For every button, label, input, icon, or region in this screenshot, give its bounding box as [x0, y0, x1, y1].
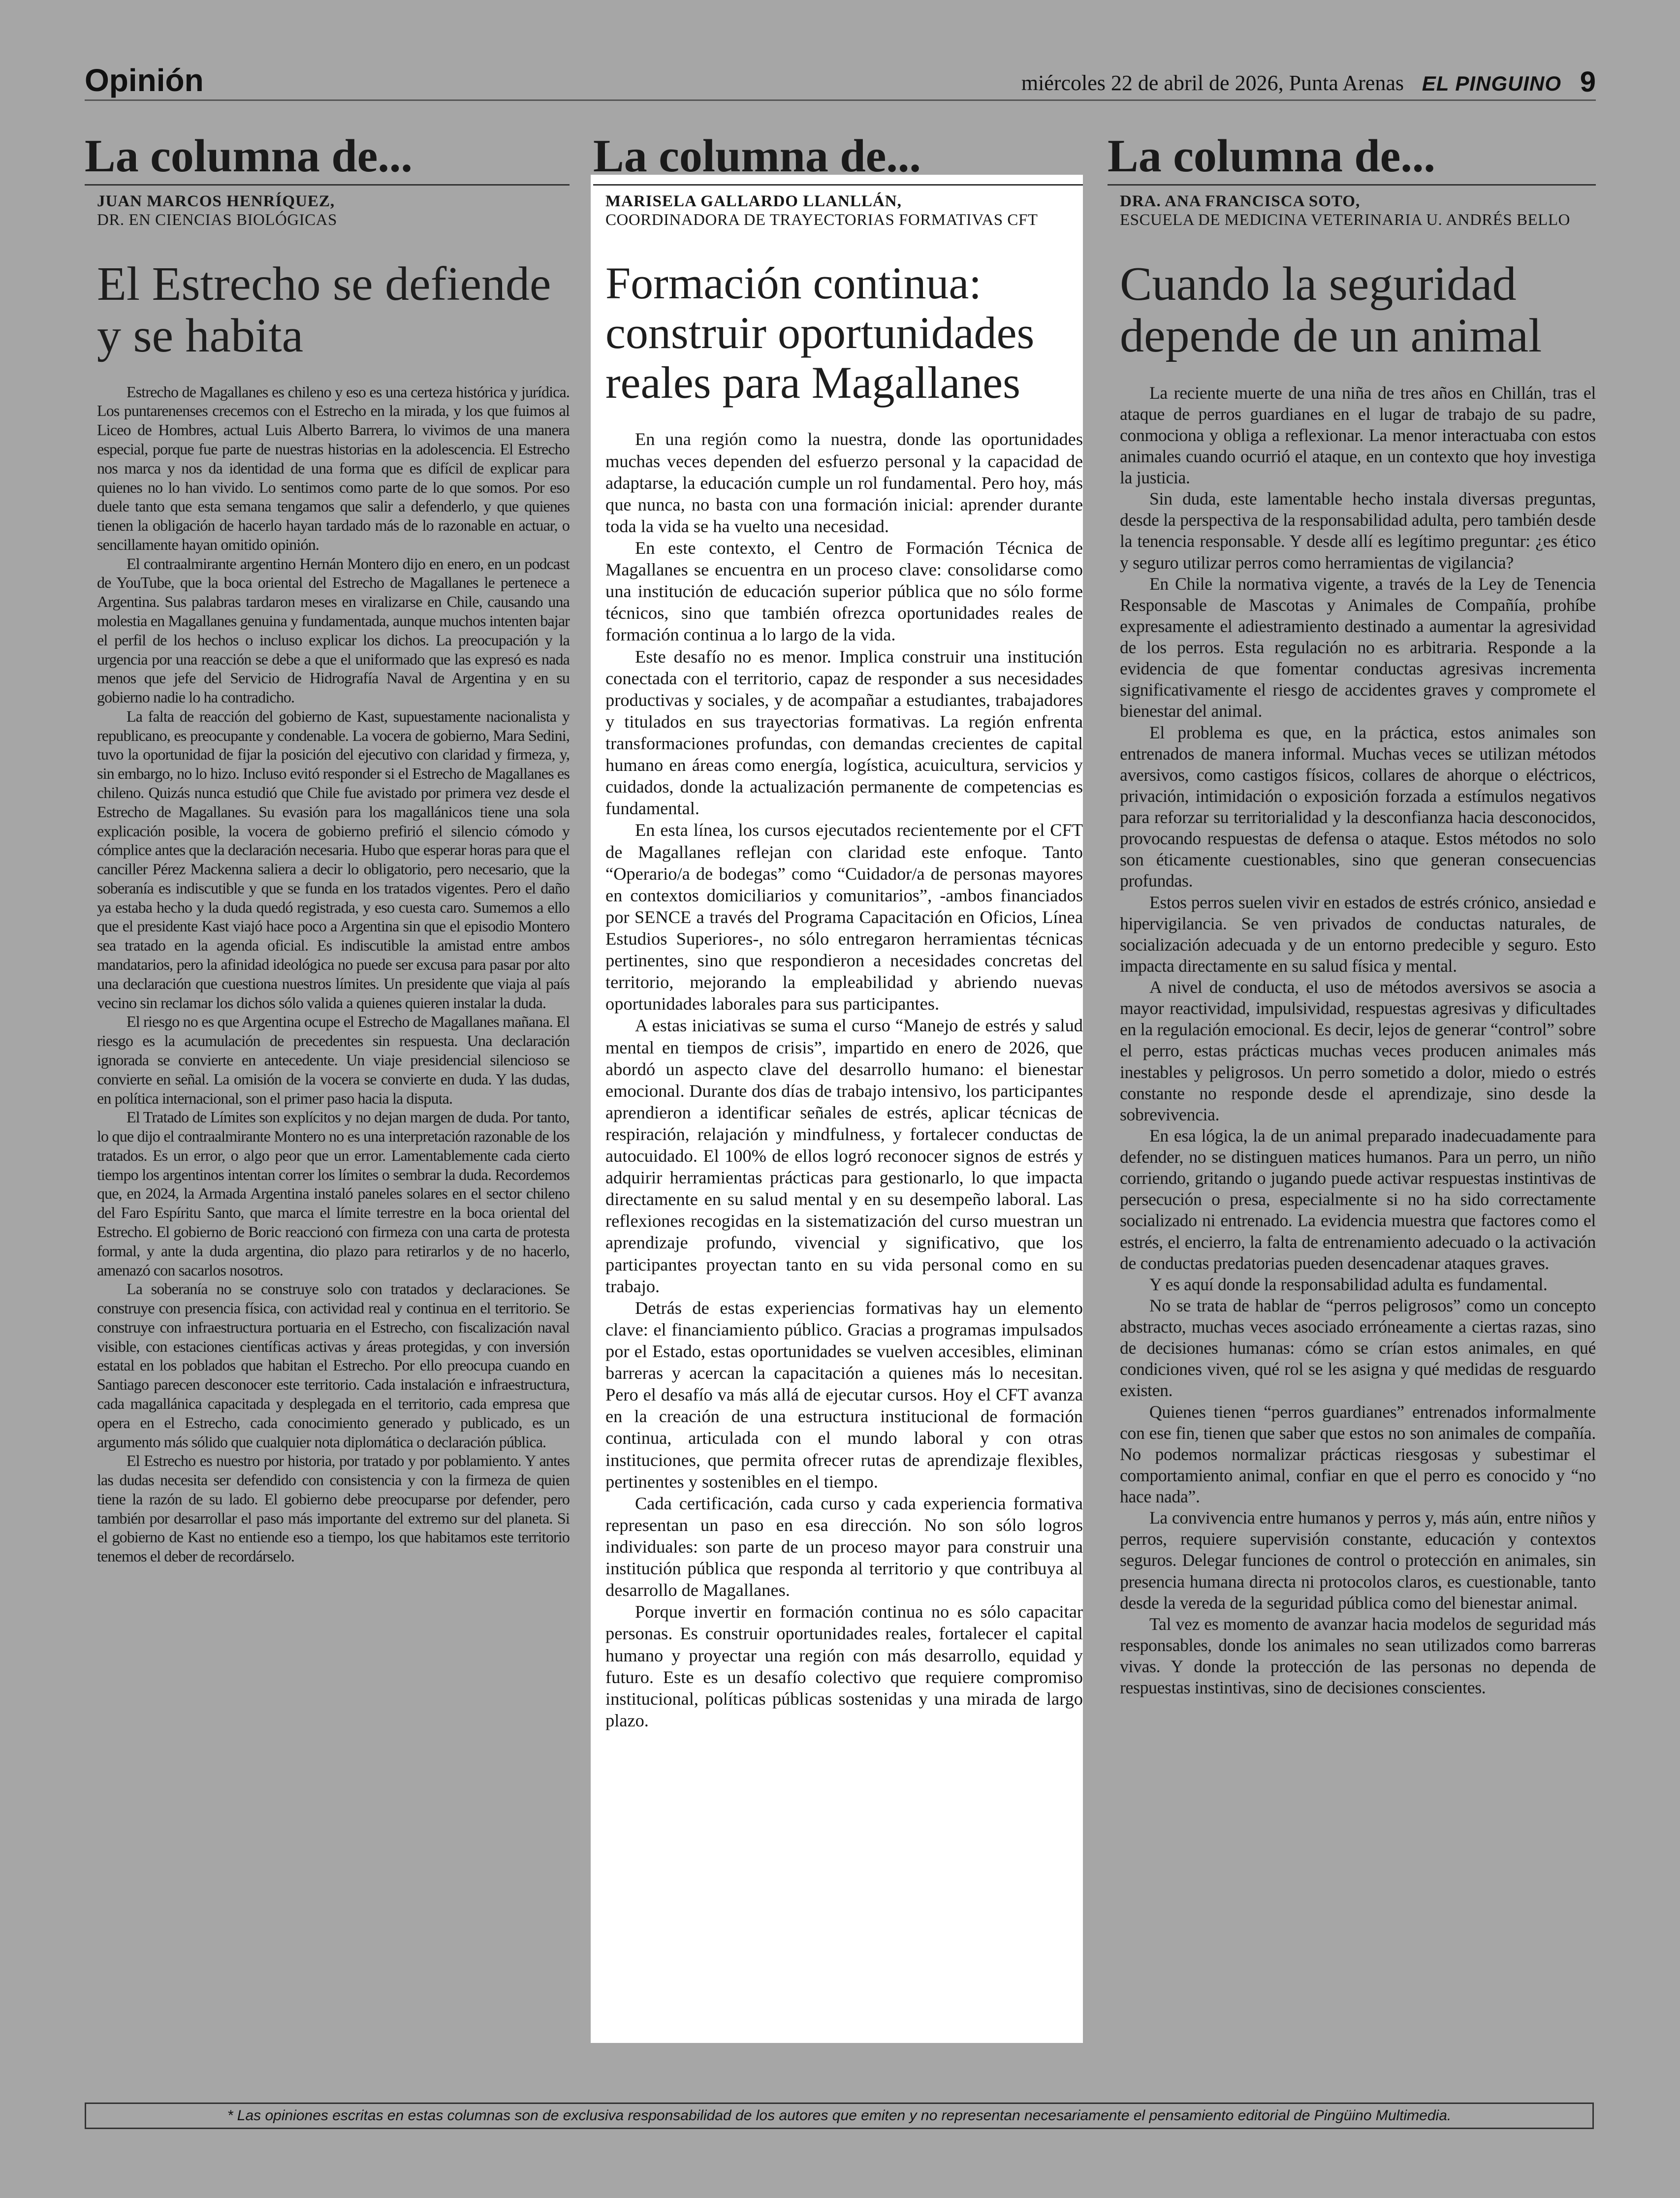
paragraph: Estos perros suelen vivir en estados de estrés crónico, ansiedad e hipervigilancia. Se ven privados de conductas naturales, de socialización adecuada y de un entorno predecible y seguro. Esto impacta directamente en su salud física y mental. [1120, 892, 1596, 976]
page-number: 9 [1580, 66, 1596, 98]
author-role: DR. EN CIENCIAS BIOLÓGICAS [97, 211, 337, 229]
paragraph: Porque invertir en formación continua no es sólo capacitar personas. Es construir oportunidades reales, fortalecer el capital humano y proyectar una región con más desarrollo, equidad y futuro. Este es un desafío colectivo que requiere compromiso institucional, políticas públicas sostenidas y una mirada de largo plazo. [605, 1602, 1083, 1730]
byline [1108, 192, 1596, 230]
paragraph: En este contexto, el Centro de Formación Técnica de Magallanes se encuentra en un proceso clave: consolidarse como una institución de educación superior pública que no sólo forme técnicos, sino que también ofrezca oportunidades reales de formación continua a lo largo de la vida. [605, 538, 1083, 645]
paragraph: Sin duda, este lamentable hecho instala diversas preguntas, desde la perspectiva de la responsabilidad adulta, pero también desde la tenencia responsable. Y desde allí es legítimo preguntar: ¿es ético y seguro utilizar perros como herramientas de vigilancia? [1120, 489, 1596, 573]
section-label: Opinión [85, 63, 204, 98]
article-title: Cuando la seguridad depende de un animal [1120, 257, 1542, 362]
opinion-column-3 [1108, 130, 1596, 2048]
column-kicker: La columna de... [85, 133, 570, 186]
paragraph: La reciente muerte de una niña de tres años en Chillán, tras el ataque de perros guardianes en el lugar de trabajo de su padre, conmociona y obliga a reflexionar. La menor interactuaba con estos animales cuando ocurrió el ataque, en un contexto que hoy investiga la justicia. [1120, 382, 1596, 488]
paragraph: Quienes tienen “perros guardianes” entrenados informalmente con ese fin, tienen que saber que estos no son animales de compañía. No podemos normalizar prácticas riesgosas y subestimar el comportamiento animal, confiar en que el perro es conocido y “no hace nada”. [1120, 1402, 1596, 1507]
article-body [97, 382, 570, 1566]
paragraph: El Tratado de Límites son explícitos y no dejan margen de duda. Por tanto, lo que dijo el contraalmirante Montero no es una interpretación razonable de los tratados. Es un error, o algo peor que un error. Lamentablemente cada cierto tiempo los argentinos intentan correr los límites o sembrar la duda. Recordemos que, en 2024, la Armada Argentina instaló paneles solares en el sector chileno del Faro Espíritu Santo, que marca el límite terrestre en la boca oriental del Estrecho. El gobierno de Boric reaccionó con firmeza con una carta de protesta formal, y ante la duda argentina, dio plazo para retirarlos y de no hacerlo, amenazó con sacarlos nosotros. [97, 1108, 570, 1279]
paragraph: Y es aquí donde la responsabilidad adulta es fundamental. [1149, 1274, 1548, 1294]
author-name: MARISELA GALLARDO LLANLLÁN, [605, 192, 902, 210]
author-role: ESCUELA DE MEDICINA VETERINARIA U. ANDRÉS BELLO [1120, 211, 1570, 229]
article-body [605, 428, 1083, 1731]
article-title: El Estrecho se defiende y se habita [97, 257, 551, 362]
newspaper-logo: EL PINGUINO [1422, 72, 1561, 95]
column-kicker: La columna de... [1108, 133, 1596, 186]
paragraph: La falta de reacción del gobierno de Kast, supuestamente nacionalista y republicano, es preocupante y condenable. La vocera de gobierno, Mara Sedini, tuvo la oportunidad de fijar la posición del ejecutivo con claridad y firmeza, y, sin embargo, no lo hizo. Incluso evitó responder si el Estrecho de Magallanes es chileno. Quizás nunca estudió que Chile fue avistado por primera vez desde el Estrecho de Magallanes. Su evasión para los magallánicos tiene una sola explicación posible, la vocera de gobierno prefirió el silencio cómodo y cómplice antes que la declaración necesaria. Hubo que esperar horas para que el canciller Pérez Mackenna saliera a decir lo obligatorio, pero necesario, que la soberanía es indiscutible y que se funda en los tratados vigentes. Pero el daño ya estaba hecho y la duda quedó registrada, y eso cuesta caro. Sumemos a ello que el presidente Kast viajó hace poco a Argentina sin que el episodio Montero sea tratado en la agenda oficial. Es indiscutible la amistad entre ambos mandatarios, pero la afinidad ideológica no puede ser excusa para pasar por alto una declaración que cuestiona nuestros límites. Un presidente que viaja al país vecino sin reclamar los dichos sólo valida a quienes quieren instalar la duda. [97, 707, 570, 1012]
disclaimer: * Las opiniones escritas en estas columnas son de exclusiva responsabilidad de los autores que emiten y no representan necesariamente el pensamiento editorial de Pingüino Multimedia. [85, 2102, 1594, 2129]
article-body [1120, 382, 1596, 1699]
paragraph: En esa lógica, la de un animal preparado inadecuadamente para defender, no se distinguen matices humanos. Para un perro, un niño corriendo, gritando o jugando puede activar respuestas instintivas de persecución o presa, especialmente si no ha sido correctamente socializado ni entrenado. La evidencia muestra que factores como el estrés, el encierro, la falta de entrenamiento adecuado o la activación de conductas predatorias pueden desencadenar ataques graves. [1120, 1125, 1596, 1273]
author-role: COORDINADORA DE TRAYECTORIAS FORMATIVAS CFT [605, 211, 1038, 229]
paragraph: En esta línea, los cursos ejecutados recientemente por el CFT de Magallanes reflejan con claridad este enfoque. Tanto “Operario/a de bodegas” como “Cuidador/a de personas mayores en contextos domiciliarios y comunitarios”, -ambos financiados por SENCE a través del Programa Capacitación en Oficios, Línea Estudios Superiores-, no sólo entregaron herramientas técnicas pertinentes, sino que respondieron a necesidades concretas del territorio, mejorando la empleabilidad y abriendo nuevas oportunidades laborales para sus participantes. [605, 820, 1083, 1014]
paragraph: En Chile la normativa vigente, a través de la Ley de Tenencia Responsable de Mascotas y Animales de Compañía, prohíbe expresamente el adiestramiento destinado a aumentar la agresividad de los perros. Esta regulación no es arbitraria. Responde a la evidencia de que fomentar conductas agresivas incrementa significativamente el riesgo de accidentes graves y compromete el bienestar del animal. [1120, 573, 1596, 721]
paragraph: La soberanía no se construye solo con tratados y declaraciones. Se construye con presencia física, con actividad real y continua en el territorio. Se construye con infraestructura portuaria en el Estrecho, con fiscalización naval visible, con estaciones científicas activas y áreas protegidas, y con inversión estatal en los poblados que habitan el Estrecho. Por ello preocupa cuando en Santiago parecen desconocer este territorio. Cada instalación e infraestructura, cada magallánica capacitada y desplegada en el territorio, cada empresa que opera en el Estrecho, cada conocimiento generado y publicado, es un argumento más sólido que cualquier nota diplomática o declaración pública. [97, 1280, 570, 1451]
byline [593, 192, 1083, 230]
paragraph: El riesgo no es que Argentina ocupe el Estrecho de Magallanes mañana. El riesgo es la acumulación de precedentes sin respuesta. Una declaración ignorada se convierte en antecedente. Un viaje presidencial silencioso se convierte en señal. La omisión de la vocera se convierte en duda. Y las dudas, en política internacional, son el primer paso hacia la disputa. [97, 1013, 570, 1107]
date-line: miércoles 22 de abril de 2026, Punta Arenas [1021, 71, 1404, 95]
paragraph: Estrecho de Magallanes es chileno y eso es una certeza histórica y jurídica. Los puntarenenses crecemos con el Estrecho en la mirada, y los que fuimos al Liceo de Hombres, actual Luis Alberto Barrera, lo vivimos de una manera especial, porque fue parte de nuestras historias en la adolescencia. El Estrecho nos marca y nos da identidad de una forma que es difícil de explicar para quienes no lo han vivido. Lo sentimos como parte de lo que somos. Por eso duele tanto que esta semana tengamos que salir a defenderlo, y que quienes tienen la obligación de hacerlo hayan tardado más de lo razonable en actuar, o sencillamente hayan omitido opinión. [97, 382, 570, 553]
paragraph: El contraalmirante argentino Hernán Montero dijo en enero, en un podcast de YouTube, que la boca oriental del Estrecho de Magallanes le pertenece a Argentina. Sus palabras tardaron meses en viralizarse en Chile, causando una molestia en Magallanes genuina y fundamentada, aunque muchos intenten bajar el perfil de los hechos o incluso explicar los dichos. La preocupación y la urgencia por una reacción se debe a que el uniformado que las expresó es nada menos que jefe del Servicio de Hidrografía Naval de Argentina y en su gobierno nadie lo ha contradicho. [97, 554, 570, 706]
column-kicker: La columna de... [593, 133, 1083, 186]
paragraph: A nivel de conducta, el uso de métodos aversivos se asocia a mayor reactividad, impulsividad, respuestas agresivas y dificultades en la regulación emocional. Es decir, lejos de generar “control” sobre el perro, estas prácticas muchas veces producen animales más inestables y peligrosos. Un perro sometido a dolor, miedo o estrés constante no responde desde el aprendizaje, sino desde la sobrevivencia. [1120, 977, 1596, 1124]
paragraph: En una región como la nuestra, donde las oportunidades muchas veces dependen del esfuerzo personal y la capacidad de adaptarse, la educación cumple un rol fundamental. Pero hoy, más que nunca, no basta con una formación inicial: aprender durante toda la vida se ha vuelto una necesidad. [605, 429, 1083, 536]
paragraph: A estas iniciativas se suma el curso “Manejo de estrés y salud mental en tiempos de crisis”, impartido en enero de 2026, que abordó un aspecto clave del desarrollo humano: el bienestar emocional. Durante dos días de trabajo intensivo, los participantes aprendieron a identificar señales de estrés, aplicar técnicas de respiración, relajación y mindfulness, y fortalecer conductas de autocuidado. El 100% de ellos logró reconocer signos de estrés y adquirir herramientas prácticas para gestionarlo, lo que impacta directamente en su salud mental y en su desempeño laboral. Las reflexiones recogidas en la sistematización del curso muestran un aprendizaje profundo, vivencial y significativo, que los participantes proyectan tanto en su vida personal como en su trabajo. [605, 1016, 1083, 1296]
paragraph: La convivencia entre humanos y perros y, más aún, entre niños y perros, requiere supervisión constante, educación y contextos seguros. Delegar funciones de control o protección en animales, sin presencia humana directa ni protocolos claros, es cuestionable, tanto desde la vereda de la seguridad pública como del bienestar animal. [1120, 1508, 1596, 1613]
author-name: JUAN MARCOS HENRÍQUEZ, [97, 192, 335, 210]
paragraph: El Estrecho es nuestro por historia, por tratado y por poblamiento. Y antes las dudas necesita ser defendido con consistencia y con la firmeza de quien tiene la razón de su lado. El gobierno debe preocuparse por defender, pero también por desarrollar el paso más importante del extremo sur del planeta. Si el gobierno de Kast no entiende eso a tiempo, los que habitamos este territorio tenemos el deber de recordárselo. [97, 1452, 570, 1565]
paragraph: Tal vez es momento de avanzar hacia modelos de seguridad más responsables, donde los animales no sean utilizados como barreras vivas. Y donde la protección de las personas no dependa de respuestas instintivas, sino de decisiones conscientes. [1120, 1614, 1596, 1698]
paragraph: Este desafío no es menor. Implica construir una institución conectada con el territorio, capaz de responder a sus necesidades productivas y sociales, y de acompañar a estudiantes, trabajadores y titulados en sus trayectorias formativas. La región enfrenta transformaciones profundas, con demandas crecientes de capital humano en áreas como energía, logística, acuicultura, servicios y cuidados, donde la actualización permanente de competencias es fundamental. [605, 646, 1083, 819]
article-title: Formación continua: construir oportunidades reales para Magallanes [605, 257, 1035, 408]
paragraph: El problema es que, en la práctica, estos animales son entrenados de manera informal. Muchas veces se utilizan métodos aversivos, como castigos físicos, collares de ahorque o eléctricos, privación, intimidación o exposición forzada a estímulos negativos para reforzar su territorialidad y la desconfianza hacia desconocidos, provocando respuestas de defensa o ataque. Estos métodos no solo son éticamente cuestionables, sino que generan consecuencias profundas. [1120, 722, 1596, 891]
opinion-column-1 [85, 130, 570, 2048]
author-name: DRA. ANA FRANCISCA SOTO, [1120, 192, 1361, 210]
opinion-column-2 [593, 130, 1083, 2048]
byline [85, 192, 570, 230]
page-header [85, 59, 1596, 101]
paragraph: Detrás de estas experiencias formativas hay un elemento clave: el financiamiento público. Gracias a programas impulsados por el Estado, estas oportunidades se vuelven accesibles, eliminan barreras y acercan la capacitación a quienes más lo necesitan. Pero el desafío va más allá de ejecutar cursos. Hoy el CFT avanza en la creación de una estructura institucional de formación continua, articulada con el mundo laboral y con otras instituciones, que permita ofrecer rutas de aprendizaje flexibles, pertinentes y sostenibles en el tiempo. [605, 1298, 1083, 1492]
paragraph: Cada certificación, cada curso y cada experiencia formativa representan un paso en esa dirección. No son sólo logros individuales: son parte de un proceso mayor para construir una institución pública que responda al territorio y que contribuya al desarrollo de Magallanes. [605, 1493, 1083, 1600]
paragraph: No se trata de hablar de “perros peligrosos” como un concepto abstracto, muchas veces asociado erróneamente a ciertas razas, sino de decisiones humanas: cómo se crían estos animales, en qué condiciones viven, qué rol se les asigna y qué medidas de resguardo existen. [1120, 1295, 1596, 1401]
